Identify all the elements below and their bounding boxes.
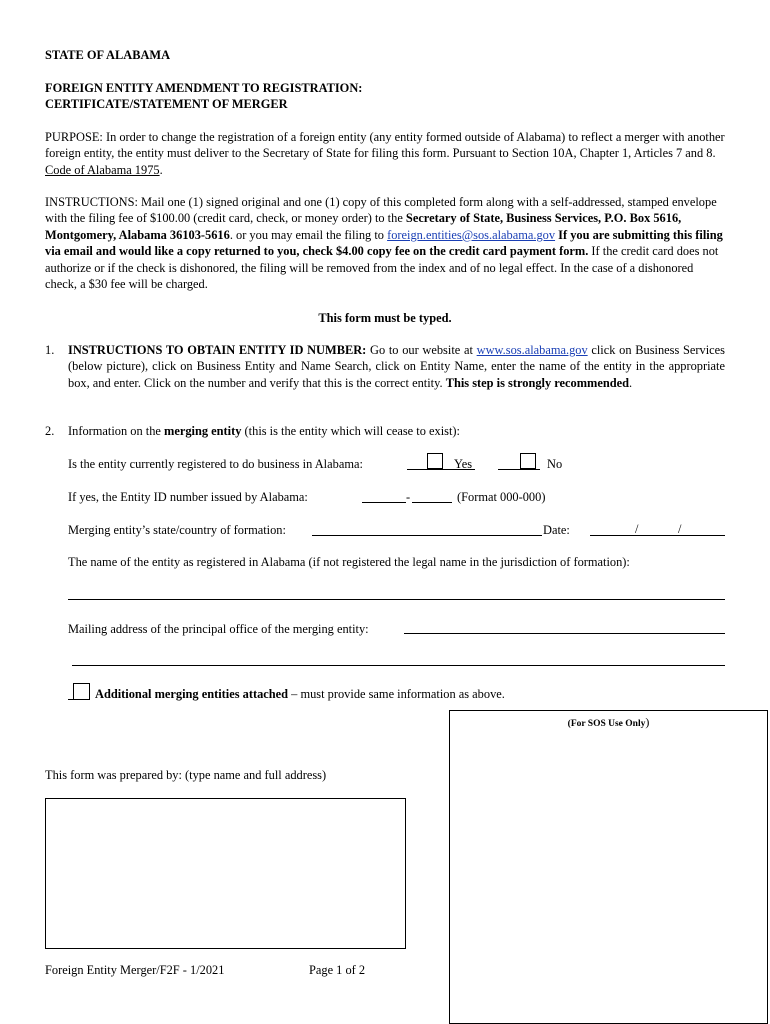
no-label: No [547,457,563,471]
instructions-paragraph: INSTRUCTIONS: Mail one (1) signed original and one (1) copy of this completed form along with a self-addressed, stamped envelope with the filing fee of $100.00 (credit card, check, or money order) to the Secretary of State, Business Services, P.O. Box 5616, Montgomery, Alabama 36103-5616. or you may email the filing to foreign.entities@sos.alabama.gov If you are submitting this filing via email and would like a copy returned to you, check $4.00 copy fee on the credit card payment form. If the credit card does not authorize or if the check is dishonored, the filing will be removed from the index and of no legal effect. In the case of a dishonored check, a $30 fee will be charged. [45,195,723,292]
entity-name-field[interactable] [68,599,725,600]
sos-use-only-label: (For SOS Use Only) [567,715,650,729]
additional-entities-label: Additional merging entities attached – must provide same information as above. [95,687,505,701]
state-of-formation-field[interactable] [312,535,542,536]
date-label: Date: [543,523,570,537]
mailing-address-label: Mailing address of the principal office of the merging entity: [68,622,369,636]
entity-id-separator: - [406,490,411,504]
mailing-address-bold: Secretary of State, Business Services, P.O. Box 5616, Montgomery, Alabama 36103-5616 [45,211,682,242]
entity-id-field-part1[interactable] [362,502,406,503]
item1-number: 1. [45,343,55,357]
yes-checkbox[interactable] [427,453,443,469]
entity-id-field-part2[interactable] [412,502,452,503]
state-heading: STATE OF ALABAMA [45,48,171,62]
code-reference: Code of Alabama 1975 [45,162,160,177]
item1-paragraph: INSTRUCTIONS TO OBTAIN ENTITY ID NUMBER: Go to our website at www.sos.alabama.gov click on Business Services (below picture), click on Business Entity and Name Search, click on Entity Name, enter the name of the entity in the appropriate box, and enter. Click on the number and verify that this is the correct entity. This step is strongly recommended. [68,343,725,390]
page-number: Page 1 of 2 [309,963,366,977]
date-field[interactable] [590,535,725,536]
purpose-paragraph: PURPOSE: In order to change the registration of a foreign entity (any entity formed outside of Alabama) to reflect a merger with another foreign entity, the entity must deliver to the Secretary of State for filing this form. Pursuant to Section 10A, Chapter 1, Articles 7 and 8. Code of Alabama 1975. [45,130,725,177]
form-id-footer: Foreign Entity Merger/F2F - 1/2021 [45,963,225,977]
date-sep-1: / [635,522,639,536]
item2-intro: Information on the merging entity (this is the entity which will cease to exist): [68,424,460,438]
copy-fee-note: If you are submitting this filing via email and would like a copy returned to you, check $4.00 copy fee on the credit card payment form. [45,227,723,259]
mailing-address-field-line2[interactable] [72,665,725,666]
registered-question: Is the entity currently registered to do business in Alabama: [68,457,363,471]
state-of-formation-label: Merging entity’s state/country of formation: [68,523,286,537]
entity-id-format: (Format 000-000) [457,490,546,504]
entity-name-label: The name of the entity as registered in Alabama (if not registered the legal name in the jurisdiction of formation): [68,555,630,569]
additional-entities-checkbox[interactable] [73,683,90,700]
form-title-line1: FOREIGN ENTITY AMENDMENT TO REGISTRATION: [45,81,363,95]
yes-label: Yes [454,457,473,471]
date-sep-2: / [678,522,682,536]
entity-id-label: If yes, the Entity ID number issued by Alabama: [68,490,308,504]
sos-use-only-box [449,710,768,1024]
item2-number: 2. [45,424,55,438]
mailing-address-field-line1[interactable] [404,633,725,634]
must-type-note: This form must be typed. [318,311,452,325]
no-checkbox[interactable] [520,453,536,469]
website-link[interactable]: www.sos.alabama.gov [476,343,588,357]
form-title-line2: CERTIFICATE/STATEMENT OF MERGER [45,97,288,111]
email-link[interactable]: foreign.entities@sos.alabama.gov [387,227,556,242]
prepared-by-box[interactable] [45,798,406,949]
prepared-by-label: This form was prepared by: (type name and full address) [45,768,327,782]
